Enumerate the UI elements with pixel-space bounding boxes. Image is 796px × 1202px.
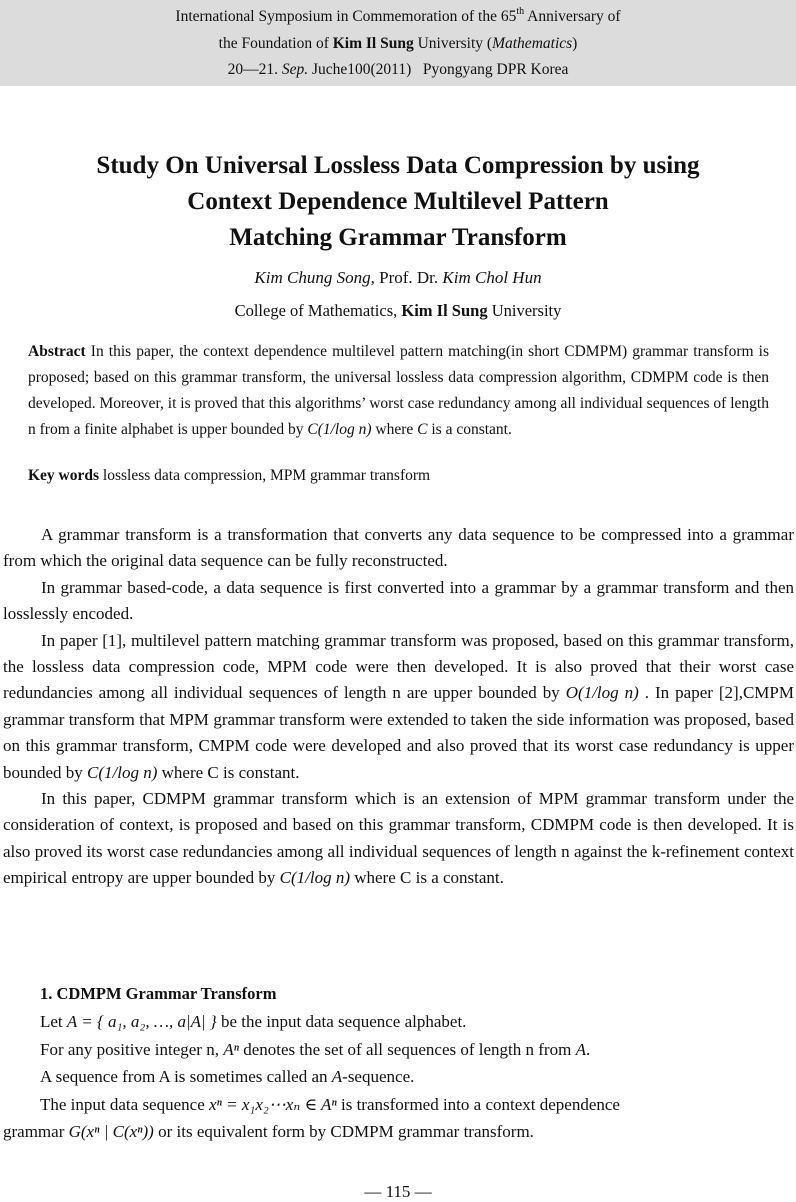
header-line-3: 20—21. Sep. Juche100(2011) Pyongyang DPR Korea (227, 61, 569, 78)
conference-header (0, 0, 796, 86)
paragraph-4: In this paper, CDMPM grammar transform which is an extension of MPM grammar transform under the consideration of context, is proposed and based on this grammar transform, CDMPM code is then developed. It is also proved its worst case redundancies among all individual sequences of length n against the k-refinement context empirical entropy are upper bounded by C(1/log n) where C is a constant. (3, 789, 794, 888)
section-line-2: For any positive integer n, Aⁿ denotes the set of all sequences of length n from A. (40, 1039, 591, 1059)
affiliation: College of Mathematics, Kim Il Sung University (234, 301, 562, 320)
page-number: — 115 — (364, 1182, 432, 1201)
paragraph-1: A grammar transform is a transformation that converts any data sequence to be compressed into a grammar from which the original data sequence can be fully reconstructed. (3, 525, 794, 571)
abstract: Abstract In this paper, the context dependence multilevel pattern matching(in short CDMPM) grammar transform is proposed; based on this grammar transform, the universal lossless data compression algorithm, CDMPM code is then developed. Moreover, it is proved that this algorithms’ worst case redundancy among all individual sequences of length n from a finite alphabet is upper bounded by C(1/log n) where C is a constant. (28, 343, 769, 438)
section-line-3: A sequence from A is sometimes called an A-sequence. (40, 1067, 415, 1086)
introduction (3, 522, 794, 892)
section-line-4: The input data sequence xⁿ = x₁x₂⋯xₙ ∈ Aⁿ is transformed into a context dependence (40, 1094, 620, 1114)
paper-title: Study On Universal Lossless Data Compression by using Context Dependence Multilevel Pattern Matching Grammar Transform (96, 152, 700, 251)
section-heading: 1. CDMPM Grammar Transform (40, 984, 277, 1003)
authors: Kim Chung Song, Prof. Dr. Kim Chol Hun (254, 268, 542, 287)
keywords: Key words lossless data compression, MPM grammar transform (28, 467, 431, 484)
section-line-1: Let A = { a₁, a₂, …, a|A| } be the input data sequence alphabet. (40, 1012, 467, 1031)
paragraph-3: In paper [1], multilevel pattern matching grammar transform was proposed, based on this grammar transform, the lossless data compression code, MPM code were then developed. It is also proved that their worst case redundancies among all individual sequences of length n are upper bounded by O(1/log n) . In paper [2],CMPM grammar transform that MPM grammar transform were extended to taken the side information was proposed, based on this grammar transform, CMPM code were developed and also proved that its worst case redundancy is upper bounded by C(1/log n) where C is constant. (3, 630, 794, 782)
section-body (3, 1008, 794, 1146)
header-line-1: International Symposium in Commemoration of the 65th Anniversary of (175, 6, 621, 25)
header-line-2: the Foundation of Kim Il Sung University (Mathematics) (218, 34, 578, 52)
section-line-5: grammar G(xⁿ | C(xⁿ)) or its equivalent form by CDMPM grammar transform. (3, 1122, 534, 1141)
paragraph-2: In grammar based-code, a data sequence is first converted into a grammar by a grammar transform and then losslessly encoded. (3, 577, 794, 624)
